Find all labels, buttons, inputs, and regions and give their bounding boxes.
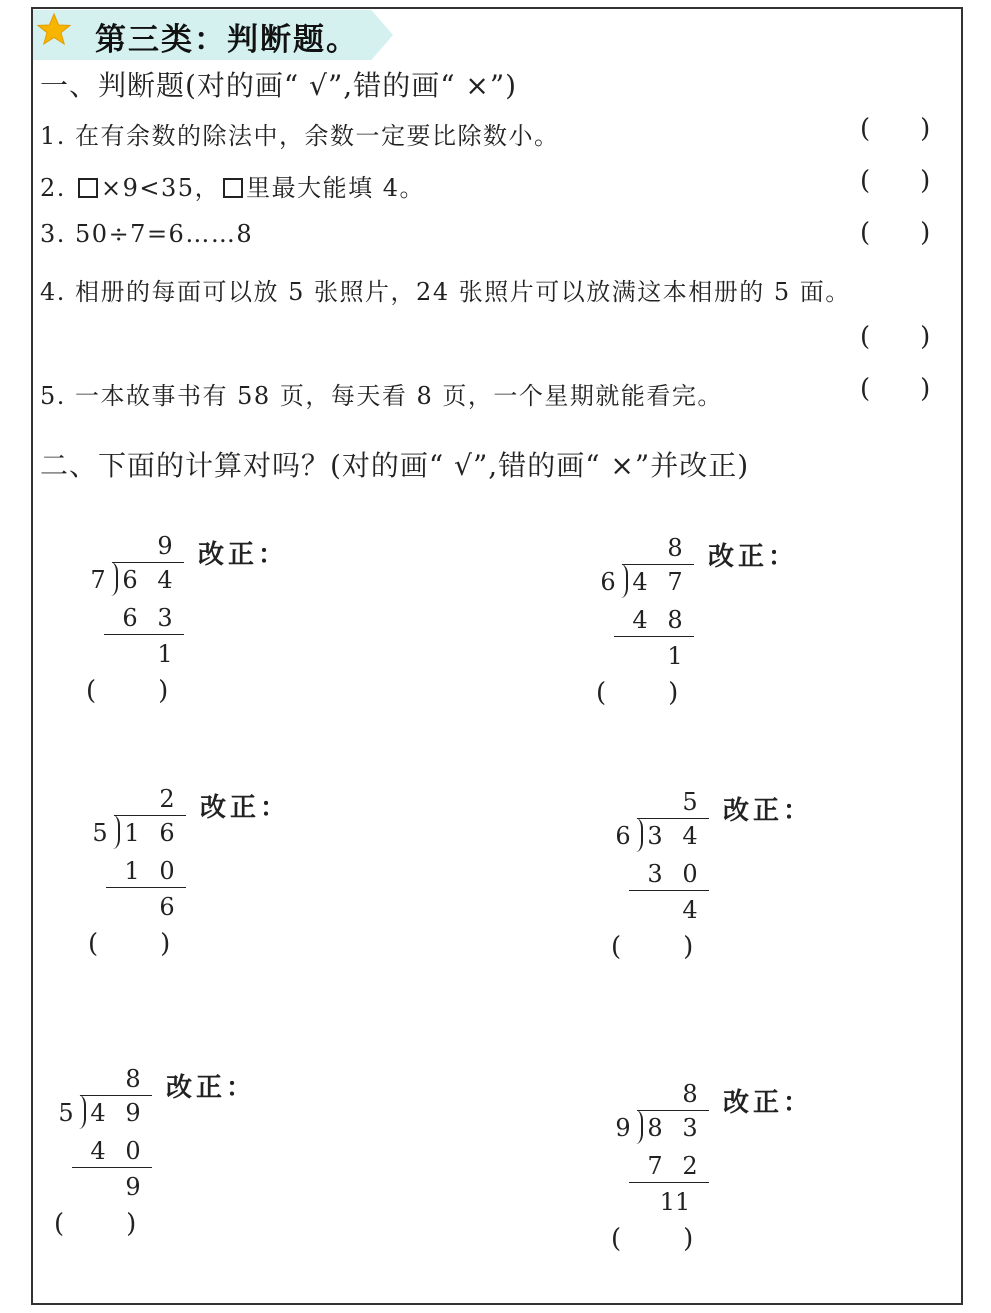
remainder: 4 — [682, 896, 698, 924]
division-problem — [611, 1078, 915, 1268]
product-digit: 3 — [647, 860, 663, 888]
product-digit: 2 — [682, 1152, 698, 1180]
answer-blank[interactable]: ( ) — [611, 1224, 694, 1254]
star-icon — [36, 12, 72, 48]
dividend-digit: 3 — [682, 1114, 698, 1142]
correction-label: 改正： — [200, 793, 291, 823]
question-1: 1. 在有余数的除法中，余数一定要比除数小。 — [40, 122, 560, 150]
division-bar — [112, 562, 184, 563]
answer-blank-5[interactable]: ( ) — [860, 374, 931, 404]
dividend-digit: 4 — [632, 568, 648, 596]
answer-blank[interactable]: ( ) — [86, 676, 169, 706]
answer-blank-3[interactable]: ( ) — [860, 218, 931, 248]
remainder: 11 — [659, 1188, 691, 1216]
answer-blank-4[interactable]: ( ) — [860, 322, 931, 352]
subtraction-line — [629, 890, 709, 891]
product-digit: 0 — [125, 1137, 141, 1165]
division-problem — [88, 783, 392, 973]
division-bar — [622, 564, 694, 565]
correction-label: 改正： — [723, 1088, 814, 1118]
dividend-digit: 7 — [667, 568, 683, 596]
dividend-digit: 4 — [157, 566, 173, 594]
subtraction-line — [104, 634, 184, 635]
remainder: 9 — [125, 1173, 141, 1201]
product-digit: 3 — [157, 604, 173, 632]
dividend-digit: 6 — [159, 819, 175, 847]
product-digit: 4 — [632, 606, 648, 634]
answer-blank[interactable]: ( ) — [88, 929, 171, 959]
divisor: 6 — [615, 822, 631, 850]
section1-heading: 一、判断题(对的画“ √”,错的画“ ×”) — [40, 69, 518, 102]
product-digit: 0 — [682, 860, 698, 888]
product-digit: 7 — [647, 1152, 663, 1180]
dividend-digit: 9 — [125, 1099, 141, 1127]
divisor: 9 — [615, 1114, 631, 1142]
question-4: 4. 相册的每面可以放 5 张照片，24 张照片可以放满这本相册的 5 面。 — [40, 278, 851, 306]
answer-blank[interactable]: ( ) — [54, 1209, 137, 1239]
blank-box — [223, 178, 243, 198]
remainder: 1 — [157, 640, 173, 668]
answer-blank-1[interactable]: ( ) — [860, 114, 931, 144]
product-digit: 6 — [122, 604, 138, 632]
product-digit: 4 — [90, 1137, 106, 1165]
question-5: 5. 一本故事书有 58 页，每天看 8 页，一个星期就能看完。 — [40, 382, 723, 410]
correction-label: 改正： — [198, 540, 289, 570]
dividend-digit: 1 — [124, 819, 140, 847]
dividend-digit: 3 — [647, 822, 663, 850]
dividend-digit: 6 — [122, 566, 138, 594]
remainder: 6 — [159, 893, 175, 921]
divisor: 5 — [58, 1099, 74, 1127]
divisor: 5 — [92, 819, 108, 847]
page-title: 第三类：判断题。 — [95, 22, 359, 58]
division-bar — [80, 1095, 152, 1096]
subtraction-line — [629, 1182, 709, 1183]
division-bar — [637, 818, 709, 819]
division-bar — [114, 815, 186, 816]
quotient-digit: 5 — [682, 788, 698, 816]
divisor: 7 — [90, 566, 106, 594]
subtraction-line — [106, 887, 186, 888]
division-problem — [86, 530, 390, 720]
division-problem — [596, 532, 900, 722]
division-problem — [54, 1063, 358, 1253]
divisor: 6 — [600, 568, 616, 596]
division-bar — [637, 1110, 709, 1111]
dividend-digit: 4 — [682, 822, 698, 850]
question-3: 3. 50÷7=6……8 — [40, 220, 254, 248]
answer-blank-2[interactable]: ( ) — [860, 166, 931, 196]
answer-blank[interactable]: ( ) — [611, 932, 694, 962]
section2-heading: 二、下面的计算对吗？(对的画“ √”,错的画“ ×”并改正) — [40, 449, 750, 482]
product-digit: 1 — [124, 857, 140, 885]
correction-label: 改正： — [166, 1073, 257, 1103]
subtraction-line — [72, 1167, 152, 1168]
quotient-digit: 8 — [682, 1080, 698, 1108]
quotient-digit: 8 — [125, 1065, 141, 1093]
answer-blank[interactable]: ( ) — [596, 678, 679, 708]
question-2: 2. ×9<35， 里最大能填 4。 — [40, 174, 425, 202]
quotient-digit: 2 — [159, 785, 175, 813]
quotient-digit: 9 — [157, 532, 173, 560]
remainder: 1 — [667, 642, 683, 670]
quotient-digit: 8 — [667, 534, 683, 562]
dividend-digit: 4 — [90, 1099, 106, 1127]
division-problem — [611, 786, 915, 976]
dividend-digit: 8 — [647, 1114, 663, 1142]
product-digit: 8 — [667, 606, 683, 634]
product-digit: 0 — [159, 857, 175, 885]
correction-label: 改正： — [708, 542, 799, 572]
subtraction-line — [614, 636, 694, 637]
correction-label: 改正： — [723, 796, 814, 826]
blank-box — [78, 178, 98, 198]
